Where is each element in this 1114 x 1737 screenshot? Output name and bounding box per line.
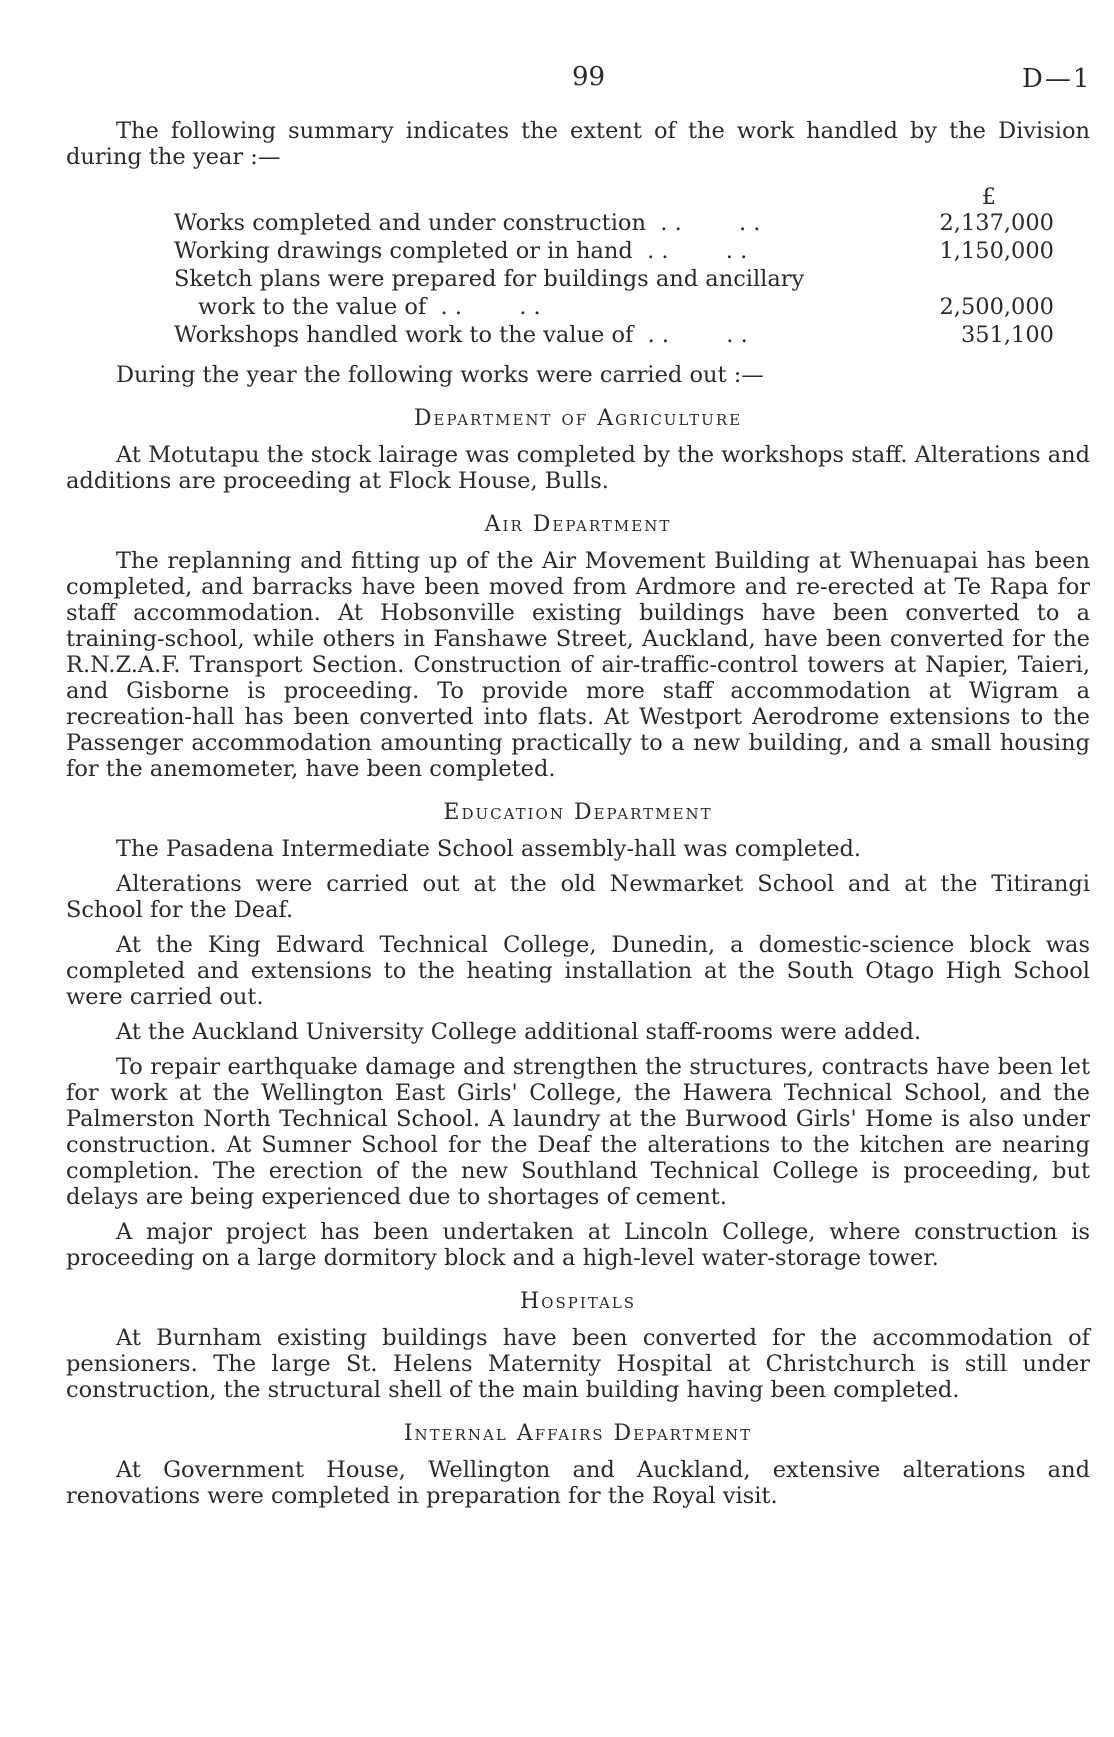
agriculture-paragraph: At Motutapu the stock lairage was completed by the workshops staff. Alterations and additions are proceeding at Flock House, Bulls. [66,442,1090,494]
during-year-line: During the year the following works were carried out :— [116,362,764,388]
summary-row [174,322,1054,350]
internal-affairs-paragraph: At Government House, Wellington and Auckland, extensive alterations and renovations were completed in preparation for the Royal visit. [66,1457,1090,1509]
summary-label: Sketch plans were prepared for buildings and ancillary [174,266,805,292]
section-heading-internal-affairs: Internal Affairs Department [403,1421,753,1446]
education-paragraph: At the Auckland University College additional staff-rooms were added. [116,1019,922,1045]
summary-value: 1,150,000 [939,238,1054,264]
intro-paragraph: The following summary indicates the extent of the work handled by the Division during the year :— [66,118,1090,170]
summary-row [174,266,1054,294]
section-heading-hospitals: Hospitals [519,1289,637,1314]
summary-row [174,238,1054,266]
page-body [66,118,1090,1518]
section-heading-education: Education Department [443,800,713,825]
air-paragraph: The replanning and fitting up of the Air Movement Building at Whenuapai has been completed, and barracks have been moved from Ardmore and re-erected at Te Rapa for staff accommodation. At Hobsonville existing buildings have been converted to a training-school, while others in Fanshawe Street, Auckland, have been converted for the R.N.Z.A.F. Transport Section. Construction of air-traffic-control towers at Napier, Taieri, and Gisborne is proceeding. To provide more staff accommodation at Wigram a recreation-hall has been converted into flats. At Westport Aerodrome extensions to the Passenger accommodation amounting practically to a new building, and a small housing for the anemometer, have been completed. [66,548,1090,782]
summary-value: 351,100 [960,322,1054,348]
currency-header: £ [981,184,996,210]
page-number: 99 [572,62,606,92]
education-paragraph: A major project has been undertaken at Lincoln College, where construction is proceeding on a large dormitory block and a high-level water-storage tower. [66,1219,1090,1271]
summary-label: Works completed and under construction . . [174,210,904,236]
summary-label: Working drawings completed or in hand . . [174,238,904,264]
page-reference: D—1 [1022,64,1092,94]
summary-label: Workshops handled work to the value of . . [174,322,904,348]
education-paragraph: Alterations were carried out at the old Newmarket School and at the Titirangi School for the Deaf. [66,871,1090,923]
education-paragraph: To repair earthquake damage and strengthen the structures, contracts have been let for work at the Wellington East Girls' College, the Hawera Technical School, and the Palmerston North Technical School. A laundry at the Burwood Girls' Home is also under construction. At Sumner School for the Deaf the alterations to the kitchen are nearing completion. The erection of the new Southland Technical College is proceeding, but delays are being experienced due to shortages of cement. [66,1054,1090,1210]
section-heading-air: Air Department [484,512,672,537]
summary-value: 2,500,000 [939,294,1054,320]
hospitals-paragraph: At Burnham existing buildings have been converted for the accommodation of pensioners. The large St. Helens Maternity Hospital at Christchurch is still under construction, the structural shell of the main building having been completed. [66,1325,1090,1403]
summary-row [174,294,1054,322]
section-heading-agriculture: Department of Agriculture [413,406,743,431]
work-summary-table [174,184,1054,350]
education-paragraph: The Pasadena Intermediate School assembly-hall was completed. [116,836,862,862]
summary-value: 2,137,000 [939,210,1054,236]
summary-row [174,210,1054,238]
education-paragraph: At the King Edward Technical College, Dunedin, a domestic-science block was completed and extensions to the heating installation at the South Otago High School were carried out. [66,932,1090,1010]
summary-label: work to the value of . . [174,294,904,320]
